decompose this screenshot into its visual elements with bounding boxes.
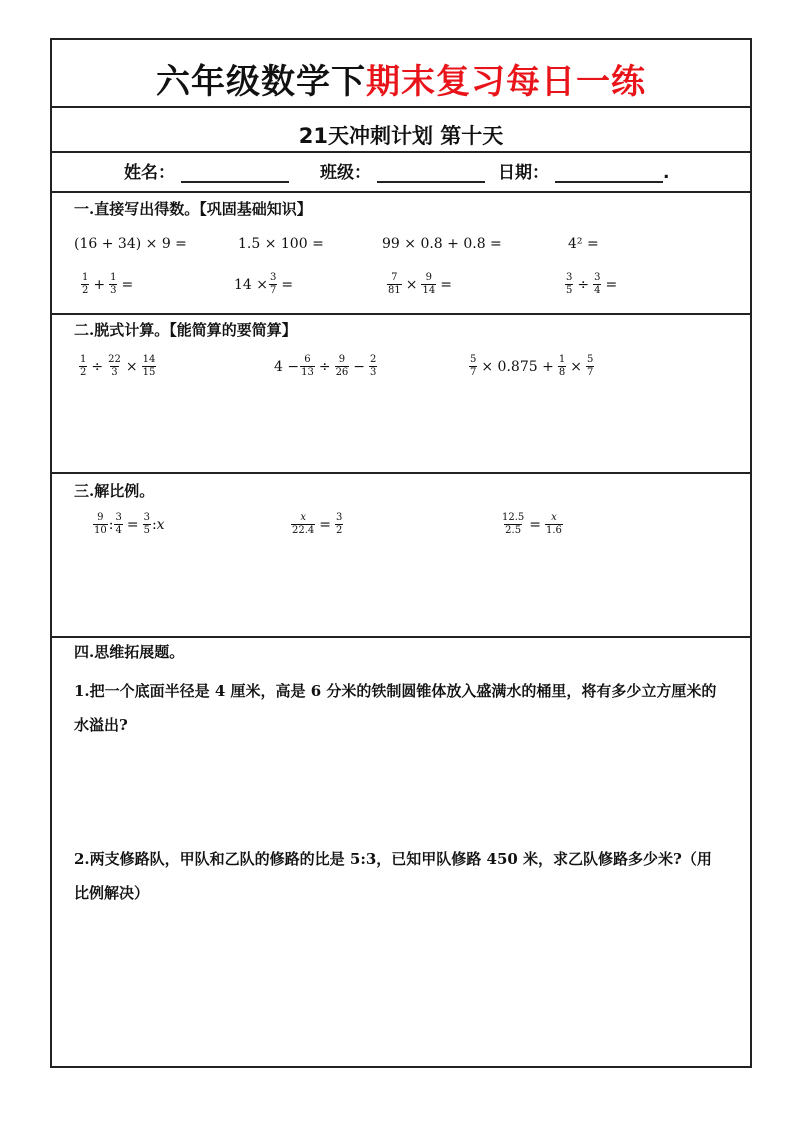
fraction: $\frac{3}{7}$: [270, 272, 277, 296]
title-black: 六年级数学下: [156, 62, 366, 102]
fraction: $\frac{1}{3}$: [110, 272, 117, 296]
fraction: $\frac{x}{1.6}$: [546, 512, 562, 536]
fraction: $\frac{7}{81}$: [388, 272, 401, 296]
fraction: $\frac{12.5}{2.5}$: [502, 512, 525, 536]
worksheet: [50, 38, 752, 1068]
fraction: $\frac{2}{3}$: [370, 354, 377, 378]
question-1: 1.把一个底面半径是 4 厘米，高是 6 分米的铁制圆锥体放入盛满水的桶里，将有多少立方厘米的水溢出?: [74, 682, 717, 734]
fraction: $\frac{22}{3}$: [108, 354, 121, 378]
page-title: [52, 54, 750, 103]
s3-proportion-1: $\frac{9}{10}$ : $\frac{3}{4}$ = $\frac{3}{5}$ : x: [94, 512, 165, 536]
fraction: $\frac{x}{22.4}$: [292, 512, 315, 536]
fraction: $\frac{1}{2}$: [80, 354, 87, 378]
date-end: .: [663, 163, 670, 183]
s1-expr-5: $\frac{1}{2}$ + $\frac{1}{3}$ =: [82, 272, 134, 296]
fraction: $\frac{9}{10}$: [94, 512, 107, 536]
name-field[interactable]: [124, 158, 289, 182]
s1-expr-2: 1.5 × 100 =: [238, 236, 324, 252]
fraction: $\frac{3}{5}$: [143, 512, 150, 536]
question-2: 2.两支修路队，甲队和乙队的修路的比是 5:3，已知甲队修路 450 米，求乙队修路多少米?（用比例解决）: [74, 850, 712, 902]
s1-expr-4: 4² =: [568, 236, 599, 252]
s1-expr-3: 99 × 0.8 + 0.8 =: [382, 236, 502, 252]
date-field[interactable]: [498, 158, 669, 182]
s2-expr-1: $\frac{1}{2}$ ÷ $\frac{22}{3}$ × $\frac{14}{15}$: [80, 354, 156, 378]
section1-title: 一.直接写出得数。【巩固基础知识】: [74, 200, 312, 218]
divider: [52, 151, 750, 153]
fraction: $\frac{6}{13}$: [301, 354, 314, 378]
title-red: 期末复习每日一练: [366, 62, 646, 102]
fraction: $\frac{3}{4}$: [115, 512, 122, 536]
s1-expr-1: (16 + 34) × 9 =: [74, 236, 187, 252]
fraction: $\frac{14}{15}$: [142, 354, 156, 378]
divider: [52, 472, 750, 474]
section4-title: 四.思维拓展题。: [74, 643, 185, 661]
divider: [52, 636, 750, 638]
s3-proportion-3: $\frac{12.5}{2.5}$ = $\frac{x}{1.6}$: [502, 512, 562, 536]
section3-title: 三.解比例。: [74, 482, 155, 500]
s2-expr-3: $\frac{5}{7}$ × 0.875 + $\frac{1}{8}$ × $\frac{5}{7}$: [470, 354, 594, 378]
s1-expr-7: $\frac{7}{81}$ × $\frac{9}{14}$ =: [388, 272, 452, 296]
fraction: $\frac{3}{5}$: [566, 272, 573, 296]
class-field[interactable]: [320, 158, 485, 182]
page-subtitle: 21天冲刺计划 第十天: [298, 124, 504, 148]
divider: [52, 313, 750, 315]
fraction: $\frac{3}{4}$: [594, 272, 601, 296]
s3-proportion-2: $\frac{x}{22.4}$ = $\frac{3}{2}$: [292, 512, 343, 536]
name-blank[interactable]: [181, 163, 289, 183]
date-blank[interactable]: [555, 163, 663, 183]
s1-expr-6: 14 × $\frac{3}{7}$ =: [234, 272, 294, 296]
divider: [52, 106, 750, 108]
fraction: $\frac{9}{26}$: [335, 354, 349, 378]
divider: [52, 191, 750, 193]
date-label: 日期：: [498, 163, 549, 183]
fraction: $\frac{1}{8}$: [558, 354, 566, 378]
name-label: 姓名：: [124, 163, 175, 183]
fraction: $\frac{9}{14}$: [422, 272, 436, 296]
section2-title: 二.脱式计算。【能简算的要简算】: [74, 321, 297, 339]
class-blank[interactable]: [377, 163, 485, 183]
class-label: 班级：: [320, 163, 371, 183]
s2-expr-2: 4 − $\frac{6}{13}$ ÷ $\frac{9}{26}$ − $\frac{2}{3}$: [274, 354, 377, 378]
fraction: $\frac{5}{7}$: [586, 354, 594, 378]
fraction: $\frac{5}{7}$: [470, 354, 477, 378]
fraction: $\frac{3}{2}$: [336, 512, 343, 536]
s1-expr-8: $\frac{3}{5}$ ÷ $\frac{3}{4}$ =: [566, 272, 618, 296]
fraction: $\frac{1}{2}$: [82, 272, 89, 296]
